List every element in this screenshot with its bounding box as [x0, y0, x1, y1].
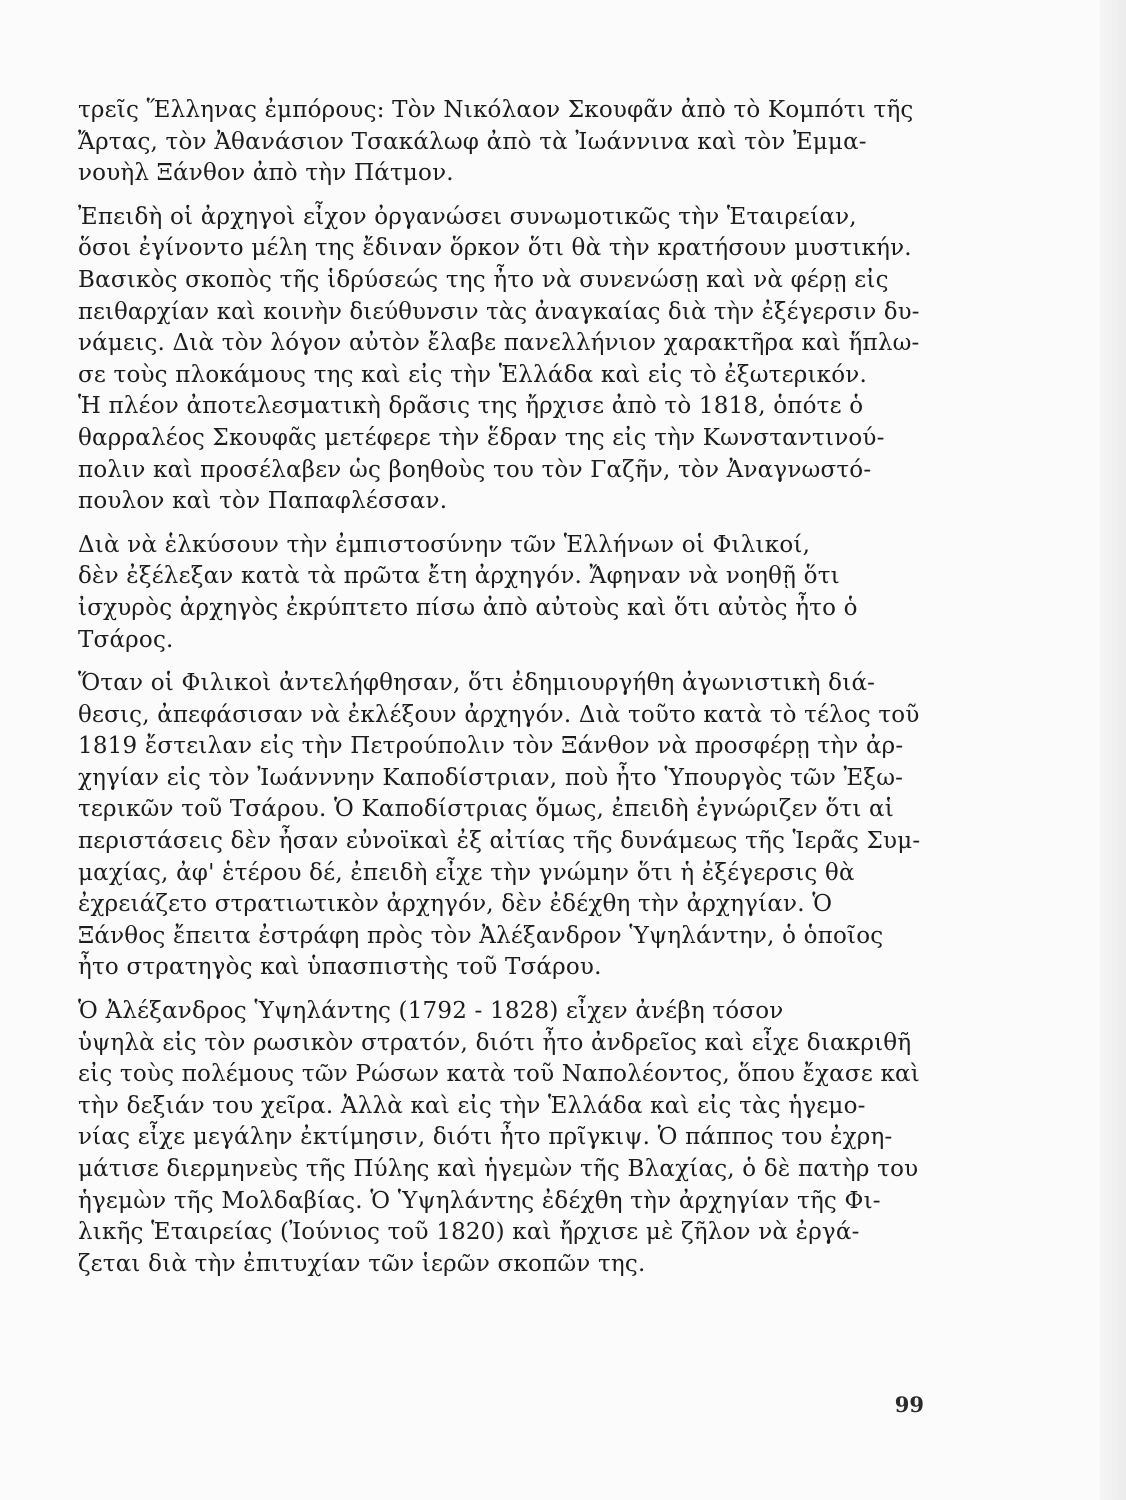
text-line: χηγίαν εἰς τὸν Ἰωάνννην Καποδίστριαν, ποὺ ἦτο Ὑπουργὸς τῶν Ἐξω-	[78, 764, 904, 791]
text-line: μαχίας, ἀφ' ἑτέρου δέ, ἐπειδὴ εἶχε τὴν γνώμην ὅτι ἡ ἐξέγερσις θὰ	[78, 859, 855, 886]
text-line: σε τοὺς πλοκάμους της καὶ εἰς τὴν Ἑλλάδα καὶ εἰς τὸ ἐξωτερικόν.	[78, 361, 867, 388]
text-line: θεσις, ἀπεφάσισαν νὰ ἐκλέξουν ἀρχηγόν. Διὰ τοῦτο κατὰ τὸ τέλος τοῦ	[78, 701, 920, 728]
text-line: μάτισε διερμηνεὺς τῆς Πύλης καὶ ἡγεμὼν τῆς Βλαχίας, ὁ δὲ πατὴρ του	[78, 1156, 919, 1182]
text-line: Ἐπειδὴ οἱ ἀρχηγοὶ εἶχον ὀργανώσει συνωμοτικῶς τὴν Ἑταιρείαν,	[78, 203, 857, 230]
paragraph	[78, 996, 920, 1280]
text-line: πολιν καὶ προσέλαβεν ὡς βοηθοὺς του τὸν Γαζῆν, τὸν Ἀναγνωστό-	[78, 456, 872, 483]
text-line: Ἄρτας, τὸν Ἀθανάσιον Τσακάλωφ ἀπὸ τὰ Ἰωάννινα καὶ τὸν Ἐμμα-	[78, 128, 867, 155]
text-line: Βασικὸς σκοπὸς τῆς ἱδρύσεώς της ἦτο νὰ συνενώσῃ καὶ νὰ φέρῃ εἰς	[78, 266, 889, 293]
text-line: Τσάρος.	[78, 626, 174, 653]
text-line: εἰς τοὺς πολέμους τῶν Ρώσων κατὰ τοῦ Ναπολέοντος, ὅπου ἔχασε καὶ	[78, 1061, 920, 1088]
text-line: Ἡ πλέον ἀποτελεσματικὴ δρᾶσις της ἤρχισε ἀπὸ τὸ 1818, ὁπότε ὁ	[78, 393, 864, 420]
text-line: ἰσχυρὸς ἀρχηγὸς ἐκρύπτετο πίσω ἀπὸ αὐτοὺς καὶ ὅτι αὐτὸς ἦτο ὁ	[78, 594, 858, 621]
text-line: ἐχρειάζετο στρατιωτικὸν ἀρχηγόν, δὲν ἐδέχθη τὴν ἀρχηγίαν. Ὁ	[78, 891, 833, 918]
body-text	[78, 95, 920, 1292]
text-line: δὲν ἐξέλεξαν κατὰ τὰ πρῶτα ἔτη ἀρχηγόν. Ἄφηναν νὰ νοηθῇ ὅτι	[78, 563, 840, 590]
paragraph	[78, 95, 920, 190]
scan-edge-shadow	[1100, 0, 1126, 1500]
paragraph	[78, 530, 920, 656]
paragraph	[78, 668, 920, 984]
text-line: νάμεις. Διὰ τὸν λόγον αὐτὸν ἔλαβε πανελλήνιον χαρακτῆρα καὶ ἥπλω-	[78, 330, 920, 357]
text-line: ὅσοι ἐγίνοντο μέλη της ἔδιναν ὅρκον ὅτι θὰ τὴν κρατήσουν μυστικήν.	[78, 235, 912, 262]
text-line: τρεῖς Ἕλληνας ἐμπόρους: Τὸν Νικόλαον Σκουφᾶν ἀπὸ τὸ Κομπότι τῆς	[78, 97, 914, 123]
page-number: 99	[894, 1392, 924, 1417]
text-line: λικῆς Ἑταιρείας (Ἰούνιος τοῦ 1820) καὶ ἤρχισε μὲ ζῆλον νὰ ἐργά-	[78, 1219, 860, 1246]
text-line: Ξάνθος ἔπειτα ἐστράφη πρὸς τὸν Ἀλέξανδρον Ὑψηλάντην, ὁ ὁποῖος	[78, 922, 884, 949]
text-line: Διὰ νὰ ἑλκύσουν τὴν ἐμπιστοσύνην τῶν Ἑλλήνων οἱ Φιλικοί,	[78, 531, 811, 558]
text-line: Ὁ Ἀλέξανδρος Ὑψηλάντης (1792 - 1828) εἶχεν ἀνέβη τόσον	[78, 998, 784, 1025]
text-line: τερικῶν τοῦ Τσάρου. Ὁ Καποδίστριας ὅμως, ἐπειδὴ ἐγνώριζεν ὅτι αἱ	[78, 796, 894, 823]
text-line: νουὴλ Ξάνθον ἀπὸ τὴν Πάτμον.	[78, 160, 454, 187]
text-line: τὴν δεξιάν του χεῖρα. Ἀλλὰ καὶ εἰς τὴν Ἑλλάδα καὶ εἰς τὰς ἡγεμο-	[78, 1092, 866, 1119]
text-line: 1819 ἔστειλαν εἰς τὴν Πετρούπολιν τὸν Ξάνθον νὰ προσφέρῃ τὴν ἀρ-	[78, 733, 904, 760]
text-line: ἦτο στρατηγὸς καὶ ὑπασπιστὴς τοῦ Τσάρου.	[78, 954, 602, 981]
text-line: θαρραλέος Σκουφᾶς μετέφερε τὴν ἕδραν της εἰς τὴν Κωνσταντινού-	[78, 424, 885, 451]
text-line: νίας εἶχε μεγάλην ἐκτίμησιν, διότι ἦτο πρῖγκιψ. Ὁ πάππος του ἐχρη-	[78, 1124, 893, 1151]
paragraph	[78, 202, 920, 518]
text-line: ὑψηλὰ εἰς τὸν ρωσικὸν στρατόν, διότι ἦτο ἀνδρεῖος καὶ εἶχε διακριθῆ	[78, 1029, 912, 1056]
text-line: περιστάσεις δὲν ἦσαν εὐνοϊκαὶ ἐξ αἰτίας τῆς δυνάμεως τῆς Ἱερᾶς Συμ-	[78, 828, 921, 855]
text-line: ζεται διὰ τὴν ἐπιτυχίαν τῶν ἱερῶν σκοπῶν της.	[78, 1250, 646, 1277]
text-line: ἡγεμὼν τῆς Μολδαβίας. Ὁ Ὑψηλάντης ἐδέχθη τὴν ἀρχηγίαν τῆς Φι-	[78, 1187, 881, 1214]
text-line: πουλον καὶ τὸν Παπαφλέσσαν.	[78, 488, 448, 515]
text-line: πειθαρχίαν καὶ κοινὴν διεύθυνσιν τὰς ἀναγκαίας διὰ τὴν ἐξέγερσιν δυ-	[78, 298, 920, 325]
text-line: Ὅταν οἱ Φιλικοὶ ἀντελήφθησαν, ὅτι ἐδημιουργήθη ἀγωνιστικὴ διά-	[78, 670, 876, 697]
